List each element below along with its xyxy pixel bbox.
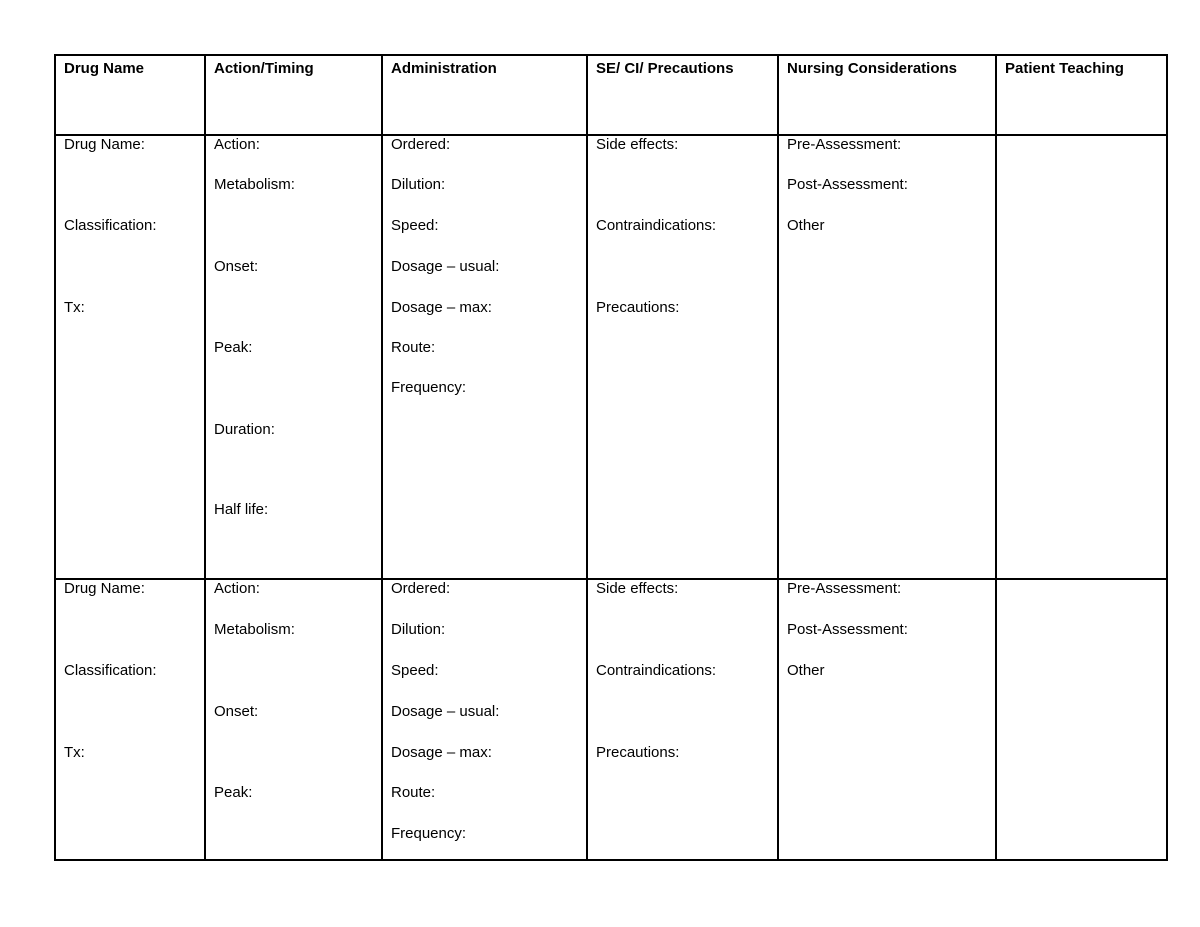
drug-card-table: [54, 54, 1168, 861]
action-cell[interactable]: [205, 579, 382, 860]
classification-label: Classification:: [64, 217, 157, 234]
header-row: [55, 55, 1167, 135]
teaching-cell[interactable]: [996, 135, 1167, 579]
dosage-max-label: Dosage – max:: [391, 744, 492, 761]
header-administration: Administration: [382, 55, 587, 135]
admin-cell[interactable]: [382, 135, 587, 579]
classification-label: Classification:: [64, 662, 157, 679]
header-patient-teaching: Patient Teaching: [996, 55, 1167, 135]
se-cell[interactable]: [587, 579, 778, 860]
metabolism-label: Metabolism:: [214, 621, 295, 638]
drug-name-label: Drug Name:: [64, 136, 145, 153]
onset-label: Onset:: [214, 258, 259, 275]
se-cell[interactable]: [587, 135, 778, 579]
teaching-cell[interactable]: [996, 579, 1167, 860]
dilution-label: Dilution:: [391, 621, 446, 638]
duration-label: Duration:: [214, 421, 275, 438]
route-label: Route:: [391, 784, 436, 801]
tx-label: Tx:: [64, 299, 85, 316]
drug-cell[interactable]: [55, 579, 205, 860]
precautions-label: Precautions:: [596, 299, 680, 316]
other-label: Other: [787, 217, 825, 234]
ordered-label: Ordered:: [391, 136, 451, 153]
drug-name-label: Drug Name:: [64, 580, 145, 597]
pre-assessment-label: Pre-Assessment:: [787, 580, 902, 597]
dilution-label: Dilution:: [391, 176, 446, 193]
peak-label: Peak:: [214, 339, 253, 356]
drug-cell[interactable]: [55, 135, 205, 579]
contraindications-label: Contraindications:: [596, 662, 717, 679]
header-action-timing: Action/Timing: [205, 55, 382, 135]
post-assessment-label: Post-Assessment:: [787, 176, 908, 193]
frequency-label: Frequency:: [391, 379, 467, 396]
side-effects-label: Side effects:: [596, 580, 679, 597]
precautions-label: Precautions:: [596, 744, 680, 761]
frequency-label: Frequency:: [391, 825, 467, 842]
nursing-cell[interactable]: [778, 579, 996, 860]
dosage-usual-label: Dosage – usual:: [391, 258, 500, 275]
onset-label: Onset:: [214, 703, 259, 720]
admin-cell[interactable]: [382, 579, 587, 860]
table-row: [55, 579, 1167, 860]
side-effects-label: Side effects:: [596, 136, 679, 153]
action-label: Action:: [214, 580, 260, 597]
peak-label: Peak:: [214, 784, 253, 801]
other-label: Other: [787, 662, 825, 679]
header-se-ci-precautions: SE/ CI/ Precautions: [587, 55, 778, 135]
half-life-label: Half life:: [214, 501, 269, 518]
header-drug-name: Drug Name: [55, 55, 205, 135]
route-label: Route:: [391, 339, 436, 356]
action-cell[interactable]: [205, 135, 382, 579]
speed-label: Speed:: [391, 217, 439, 234]
drug-card-sheet: [54, 54, 1166, 861]
post-assessment-label: Post-Assessment:: [787, 621, 908, 638]
dosage-max-label: Dosage – max:: [391, 299, 492, 316]
metabolism-label: Metabolism:: [214, 176, 295, 193]
dosage-usual-label: Dosage – usual:: [391, 703, 500, 720]
action-label: Action:: [214, 136, 260, 153]
ordered-label: Ordered:: [391, 580, 451, 597]
tx-label: Tx:: [64, 744, 85, 761]
pre-assessment-label: Pre-Assessment:: [787, 136, 902, 153]
header-nursing-considerations: Nursing Considerations: [778, 55, 996, 135]
nursing-cell[interactable]: [778, 135, 996, 579]
contraindications-label: Contraindications:: [596, 217, 717, 234]
table-row: [55, 135, 1167, 579]
speed-label: Speed:: [391, 662, 439, 679]
